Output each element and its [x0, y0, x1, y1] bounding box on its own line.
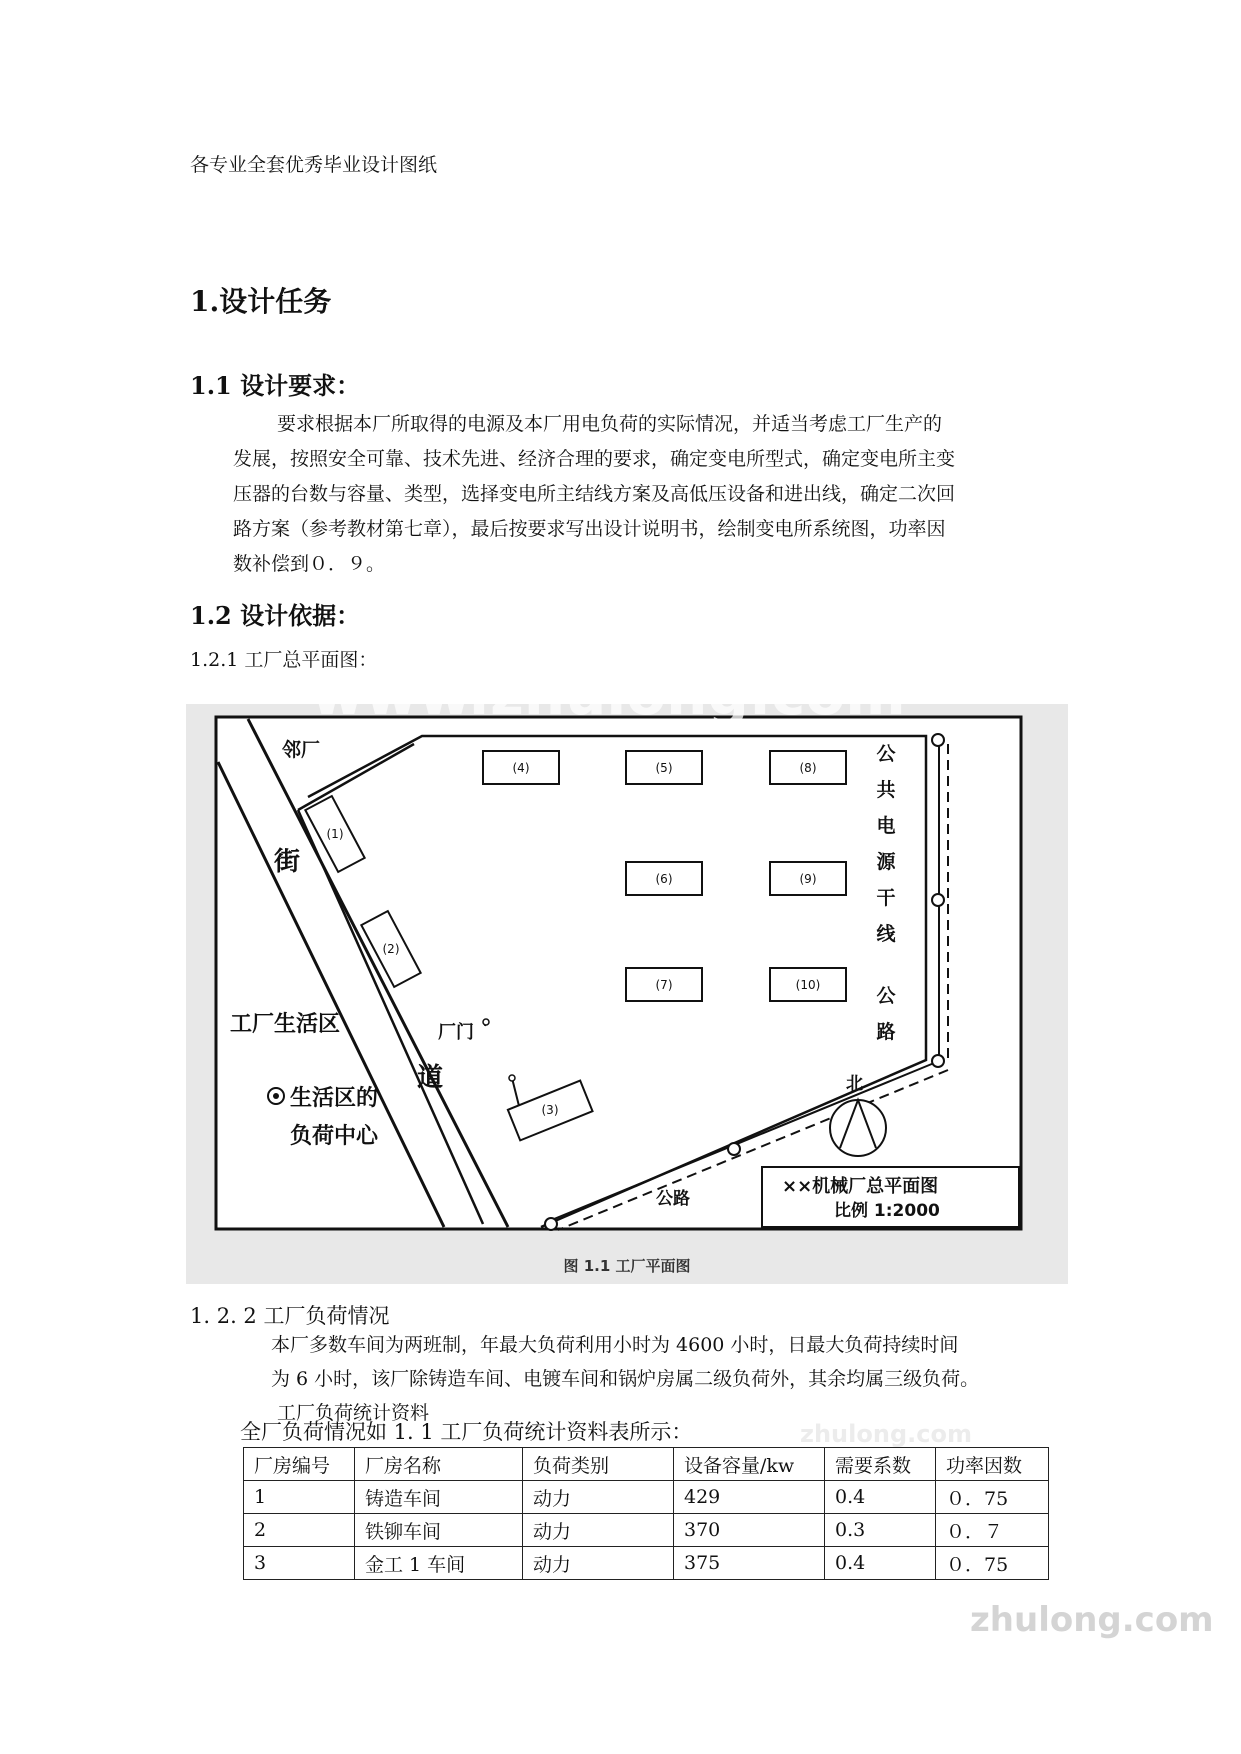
table-cell: 429	[674, 1481, 825, 1514]
gate-label: 厂门	[438, 1022, 474, 1043]
building-label: (9)	[799, 872, 817, 886]
table-cell: 0.4	[825, 1481, 936, 1514]
building-label: (8)	[799, 761, 817, 775]
paragraph-line: 要求根据本厂所取得的电源及本厂用电负荷的实际情况，并适当考虑工厂生产的	[277, 413, 943, 435]
road-right-char: 公	[876, 985, 896, 1007]
load-center-label: 生活区的	[290, 1086, 379, 1111]
building-label: (10)	[795, 978, 821, 992]
public-line-char: 公	[876, 743, 896, 765]
table-row	[244, 1547, 1049, 1580]
table-cell: 动力	[523, 1547, 674, 1580]
table-watermark: zhulong.com	[800, 1420, 972, 1448]
table-cell: 375	[674, 1547, 825, 1580]
table-cell: ０．75	[936, 1547, 1049, 1580]
table-cell: 铁铆车间	[355, 1514, 523, 1547]
section-1-2-1-title: 1.2.1 工厂总平面图：	[190, 649, 378, 671]
table-cell: ０．75	[936, 1481, 1049, 1514]
building-label: (1)	[326, 827, 344, 841]
north-arrow-icon	[830, 1100, 886, 1156]
table-cell: 370	[674, 1514, 825, 1547]
load-situation-paragraph	[271, 1328, 1056, 1430]
table-header-cell: 功率因数	[936, 1448, 1049, 1481]
stat-label: 工厂负荷统计资料	[277, 1402, 430, 1424]
figure-caption: 图 1.1 工厂平面图	[563, 1257, 691, 1275]
paragraph-line: 数补偿到０．９。	[233, 553, 386, 575]
title-block-scale: 比例 1:2000	[834, 1201, 940, 1221]
street-label: 街	[274, 847, 301, 877]
building-label: (3)	[541, 1103, 559, 1117]
building-label: (6)	[655, 872, 673, 886]
building-label: (7)	[655, 978, 673, 992]
pole	[932, 734, 944, 746]
map-frame	[216, 717, 1021, 1229]
paragraph-line: 发展，按照安全可靠、技术先进、经济合理的要求，确定变电所型式，确定变电所主变	[233, 448, 956, 470]
table-cell: 金工 1 车间	[355, 1547, 523, 1580]
table-row	[244, 1481, 1049, 1514]
header-text: 各专业全套优秀毕业设计图纸	[190, 154, 438, 176]
public-line-char: 共	[876, 779, 896, 801]
public-line-char: 电	[876, 815, 896, 837]
table-header-cell: 需要系数	[825, 1448, 936, 1481]
table-cell: 动力	[523, 1514, 674, 1547]
section-1-title: 1.设计任务	[190, 285, 332, 318]
load-table	[243, 1447, 1049, 1580]
table-cell: 0.3	[825, 1514, 936, 1547]
building-label: (4)	[512, 761, 530, 775]
table-header-cell: 负荷类别	[523, 1448, 674, 1481]
public-line-char: 干	[876, 887, 896, 909]
table-cell: 0.4	[825, 1547, 936, 1580]
table-cell: 3	[244, 1547, 355, 1580]
section-1-1-title: 1.1 设计要求：	[190, 371, 361, 400]
requirements-paragraph	[233, 407, 1056, 582]
table-header-cell: 设备容量/kw	[674, 1448, 825, 1481]
public-line-char: 源	[876, 851, 896, 873]
load-center-label: 负荷中心	[290, 1124, 379, 1149]
paragraph-line: 为 6 小时，该厂除铸造车间、电镀车间和锅炉房属二级负荷外，其余均属三级负荷。	[271, 1368, 980, 1390]
table-header-cell: 厂房编号	[244, 1448, 355, 1481]
table-cell: 铸造车间	[355, 1481, 523, 1514]
public-line-char: 线	[876, 923, 896, 945]
page-watermark: zhulong.com	[970, 1600, 1214, 1640]
pole	[545, 1218, 557, 1230]
pole	[932, 894, 944, 906]
table-cell: 动力	[523, 1481, 674, 1514]
building-label: (5)	[655, 761, 673, 775]
north-label: 北	[846, 1074, 863, 1094]
table-cell: 1	[244, 1481, 355, 1514]
pole	[728, 1143, 740, 1155]
pole	[932, 1055, 944, 1067]
figure-watermark: www.zhulong.com	[311, 660, 906, 728]
table-header-row	[244, 1448, 1049, 1481]
table-header-cell: 厂房名称	[355, 1448, 523, 1481]
neighbor-label: 邻厂	[282, 739, 321, 761]
road-right-char: 路	[876, 1021, 896, 1043]
street-label: 道	[417, 1063, 444, 1093]
building-label: (2)	[382, 942, 400, 956]
paragraph-line: 本厂多数车间为两班制，年最大负荷利用小时为 4600 小时，日最大负荷持续时间	[271, 1334, 959, 1356]
table-intro: 全厂负荷情况如 1. 1 工厂负荷统计资料表所示：	[240, 1420, 693, 1444]
title-block-name: ××机械厂总平面图	[782, 1176, 939, 1197]
table-cell: 2	[244, 1514, 355, 1547]
table-row	[244, 1514, 1049, 1547]
road-bottom-label: 公路	[656, 1189, 690, 1209]
table-cell: ０．７	[936, 1514, 1049, 1547]
living-area-label: 工厂生活区	[230, 1012, 341, 1037]
paragraph-line: 路方案（参考教材第七章），最后按要求写出设计说明书，绘制变电所系统图，功率因	[233, 518, 946, 540]
paragraph-line: 压器的台数与容量、类型，选择变电所主结线方案及高低压设备和进出线，确定二次回	[233, 483, 956, 505]
section-1-2-2-title: 1. 2. 2 工厂负荷情况	[190, 1304, 390, 1328]
section-1-2-title: 1.2 设计依据：	[190, 601, 361, 630]
